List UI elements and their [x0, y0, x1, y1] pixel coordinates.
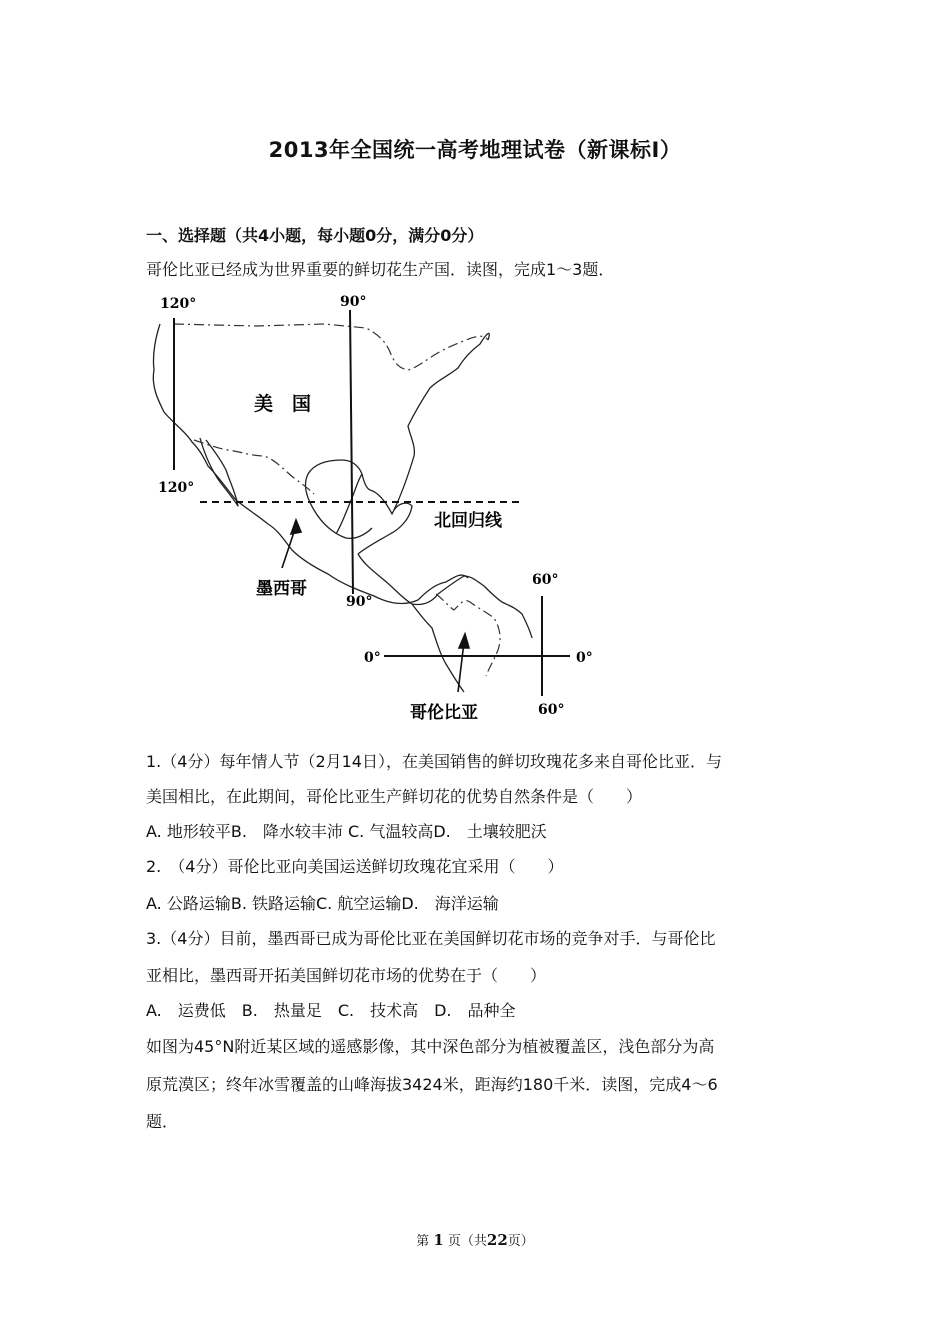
degree-0-left: 0° [364, 650, 381, 666]
coastline-south [358, 554, 532, 692]
arrowhead-colombia [459, 634, 469, 648]
meridian-90 [350, 310, 353, 594]
passage-2-line-1: 如图为45°N附近某区域的遥感影像，其中深色部分为植被覆盖区，浅色部分为高 [146, 1037, 715, 1056]
question-1-line-1: 1.（4分）每年情人节（2月14日），在美国销售的鲜切玫瑰花多来自哥伦比亚．与 [146, 752, 722, 771]
degree-90-top: 90° [340, 294, 367, 310]
label-usa: 美 国 [254, 393, 312, 415]
degree-120-bottom: 120° [158, 480, 195, 496]
footer-suffix: 页） [507, 1234, 534, 1249]
question-3-line-1: 3.（4分）目前，墨西哥已成为哥伦比亚在美国鲜切花市场的竞争对手．与哥伦比 [146, 929, 716, 948]
passage-2-line-3: 题． [146, 1112, 179, 1131]
question-1-line-2: 美国相比，在此期间，哥伦比亚生产鲜切花的优势自然条件是（ ） [146, 787, 643, 806]
footer-prefix: 第 [416, 1234, 430, 1249]
passage-2-line-2: 原荒漠区；终年冰雪覆盖的山峰海拔3424米，距海约180千米．读图，完成4～6 [146, 1075, 718, 1094]
question-2-line-1: 2. （4分）哥伦比亚向美国运送鲜切玫瑰花宜采用（ ） [146, 857, 564, 876]
degree-90-bottom: 90° [346, 594, 373, 610]
footer-mid: 页（共 [447, 1234, 487, 1249]
question-1-options: A. 地形较平B. 降水较丰沛 C. 气温较高D. 土壤较肥沃 [146, 822, 547, 841]
label-mexico: 墨西哥 [256, 579, 307, 599]
degree-0-right: 0° [576, 650, 593, 666]
arrowhead-mexico [291, 520, 301, 534]
map-figure [146, 288, 626, 728]
degree-120-top: 120° [160, 296, 197, 312]
question-3-options: A. 运费低 B. 热量足 C. 技术高 D. 品种全 [146, 1001, 516, 1020]
page-title: 2013年全国统一高考地理试卷（新课标Ⅰ） [268, 138, 682, 162]
border-us-canada [174, 324, 488, 370]
coastline-west [153, 324, 468, 603]
footer-page-number: 1 [433, 1231, 444, 1249]
label-colombia: 哥伦比亚 [410, 703, 478, 723]
degree-60-bottom: 60° [538, 702, 565, 718]
question-2-options: A. 公路运输B. 铁路运输C. 航空运输D. 海洋运输 [146, 894, 499, 913]
arrow-colombia [458, 642, 464, 692]
label-tropic-of-cancer: 北回归线 [434, 511, 502, 531]
degree-60-top: 60° [532, 572, 559, 588]
intro-text: 哥伦比亚已经成为世界重要的鲜切花生产国．读图，完成1～3题． [146, 260, 615, 279]
section-heading: 一、选择题（共4小题，每小题0分，满分0分） [146, 226, 484, 245]
page-footer [0, 1230, 950, 1249]
question-3-line-2: 亚相比，墨西哥开拓美国鲜切花市场的优势在于（ ） [146, 966, 547, 985]
footer-total-pages: 22 [486, 1231, 508, 1249]
